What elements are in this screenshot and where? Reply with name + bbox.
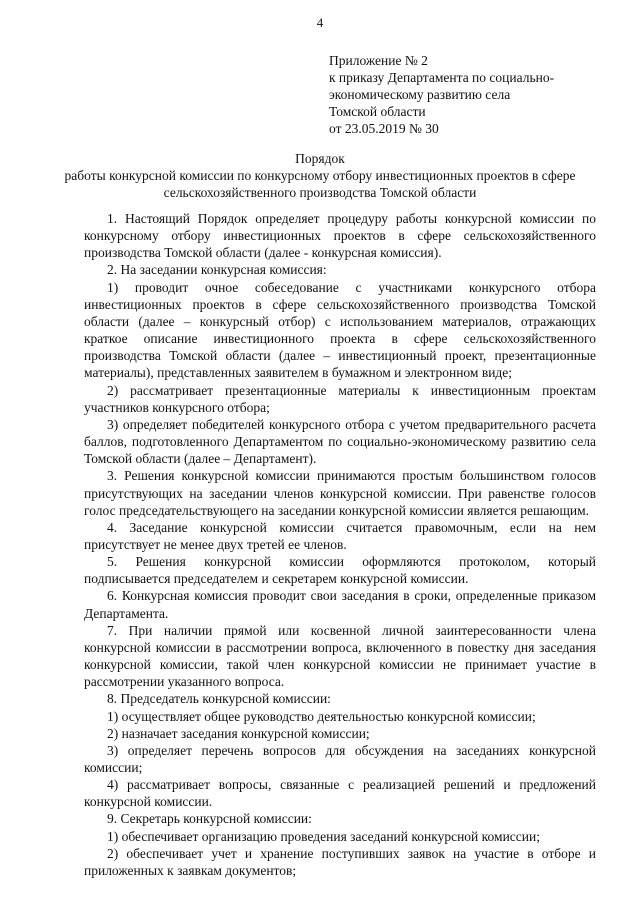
document-title [60,150,580,201]
paragraph: 2) обеспечивает учет и хранение поступивших заявок на участие в отборе и приложенных к заявкам документов; [84,845,596,878]
appendix-line: экономическому развитию села [329,87,511,102]
paragraph: 7. При наличии прямой или косвенной личной заинтересованности члена конкурсной комиссии в рассмотрении вопроса, включенного в повестку дня заседания конкурсной комиссии, такой член конкурсной комиссии не принимает участие в рассмотрении указанного вопроса. [84,622,596,690]
paragraph: 1) обеспечивает организацию проведения заседаний конкурсной комиссии; [107,828,540,844]
paragraph: 6. Конкурсная комиссия проводит свои заседания в сроки, определенные приказом Департамента. [84,588,596,621]
paragraph: 2. На заседании конкурсная комиссия: [107,262,327,278]
appendix-block [329,52,619,137]
paragraph: 9. Секретарь конкурсной комиссии: [107,811,312,827]
document-body [84,210,596,879]
appendix-line: к приказу Департамента по социально- [329,70,555,85]
paragraph: 2) рассматривает презентационные материалы к инвестиционным проектам участников конкурсного отбора; [84,382,596,415]
paragraph: 1) проводит очное собеседование с участниками конкурсного отбора инвестиционных проектов в сфере сельскохозяйственного производства Томской области (далее – конкурсный отбор) с использованием материалов, отражающих краткое описание инвестиционного проекта в сфере сельскохозяйственного производства Томской области (далее – инвестиционный проект, презентационные материалы), представленных заявителем в бумажном и электронном виде; [84,279,596,381]
title-heading: Порядок [295,151,345,166]
appendix-line: от 23.05.2019 № 30 [329,121,439,136]
paragraph: 4) рассматривает вопросы, связанные с реализацией решений и предложений конкурсной комиссии. [84,777,596,810]
paragraph: 5. Решения конкурсной комиссии оформляются протоколом, который подписывается председателем и секретарем конкурсной комиссии. [84,554,596,587]
appendix-line: Приложение № 2 [329,53,428,68]
title-subtitle: работы конкурсной комиссии по конкурсному отбору инвестиционных проектов в сфере сельскохозяйственного производства Томской области [64,168,576,200]
paragraph: 1. Настоящий Порядок определяет процедуру работы конкурсной комиссии по конкурсному отбору инвестиционных проектов в сфере сельскохозяйственного производства Томской области (далее - конкурсная комиссия). [84,211,596,261]
page-number: 4 [316,15,324,30]
paragraph: 2) назначает заседания конкурсной комиссии; [107,725,370,741]
paragraph: 3) определяет перечень вопросов для обсуждения на заседаниях конкурсной комиссии; [84,742,596,775]
paragraph: 4. Заседание конкурсной комиссии считается правомочным, если на нем присутствует не менее двух третей ее членов. [84,519,596,552]
paragraph: 3) определяет победителей конкурсного отбора с учетом предварительного расчета баллов, подготовленного Департаментом по социально-экономическому развитию села Томской области (далее – Департамент). [84,416,596,467]
paragraph: 3. Решения конкурсной комиссии принимаются простым большинством голосов присутствующих на заседании членов конкурсной комиссии. При равенстве голосов голос председательствующего на заседании конкурсной комиссии является решающим. [84,468,596,518]
paragraph: 1) осуществляет общее руководство деятельностью конкурсной комиссии; [107,708,536,724]
appendix-line: Томской области [329,104,426,119]
paragraph: 8. Председатель конкурсной комиссии: [107,691,331,707]
